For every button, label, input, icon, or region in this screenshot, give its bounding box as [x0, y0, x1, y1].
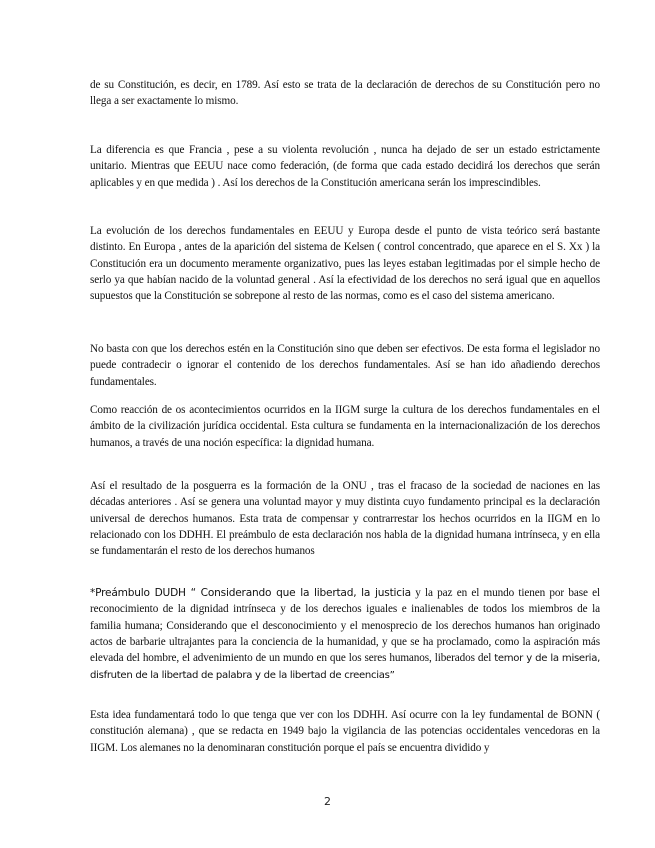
paragraph-bonn-law: Esta idea fundamentará todo lo que tenga que ver con los DDHH. Así ocurre con la ley fundamental de BONN ( constitución alemana) , que se redacta en 1949 bajo la vigilancia de las potencias occidentales vencedoras en la IIGM. Los alemanes no la denominaran constitución porque el país se encuentra dividido y: [90, 709, 600, 754]
paragraph-france-vs-usa: La diferencia es que Francia , pese a su violenta revolución , nunca ha dejado de ser un estado estrictamente unitario. Mientras que EEUU nace como federación, (de forma que cada estado decidirá los derechos que serán aplicables y en que medida ) . Así los derechos de la Constitución americana serán los imprescindibles.: [90, 144, 600, 189]
paragraph-udhr-preamble-quote: [90, 585, 600, 685]
quote-opening: *Preámbulo DUDH “ Considerando que la libertad, la justicia: [90, 587, 411, 599]
paragraph-wwii-reaction: Como reacción de os acontecimientos ocurridos en la IIGM surge la cultura de los derechos fundamentales en el ámbito de la civilización jurídica occidental. Esta cultura se fundamenta en la internacionalización de los derechos humanos, a través de una noción específica: la dignidad humana.: [90, 404, 600, 449]
paragraph-constitution-1789: de su Constitución, es decir, en 1789. Así esto se trata de la declaración de derechos de su Constitución pero no llega a ser exactamente lo mismo.: [90, 79, 600, 108]
paragraph-effective-rights: No basta con que los derechos estén en la Constitución sino que deben ser efectivos. De esta forma el legislador no puede contradecir o ignorar el contenido de los derechos fundamentales. Así se han ido añadiendo derechos fundamentales.: [90, 343, 600, 388]
quote-body: y la paz en el mundo tienen por base el reconocimiento de la dignidad intrínseca y de los derechos iguales e inalienables de todos los miembros de la familia humana; Considerando que el desconocimiento y el menosprecio de los derechos humanos han originado actos de barbarie ultrajantes para la conciencia de la humanidad, y que se ha proclamado, como la aspiración más elevada del hombre, el advenimiento de un mundo en que los seres humanos, liberados del: [90, 587, 600, 665]
paragraph-postwar-onu: Así el resultado de la posguerra es la formación de la ONU , tras el fracaso de la sociedad de naciones en las décadas anteriores . Así se genera una voluntad mayor y muy distinta cuyo fundamento principal es la declaración universal de derechos humanos. Esta trata de compensar y contrarrestar los hechos ocurridos en la IIGM en lo relacionado con los DDHH. El preámbulo de esta declaración nos habla de la dignidad humana intrínseca, y en ella se fundamentarán el resto de los derechos humanos: [90, 480, 600, 558]
quote-closing: temor y de la miseria, disfruten de la libertad de palabra y de la libertad de creencias”: [90, 653, 600, 682]
page-number: 2: [324, 795, 331, 808]
paragraph-evolution-rights: La evolución de los derechos fundamentales en EEUU y Europa desde el punto de vista teórico será bastante distinto. En Europa , antes de la aparición del sistema de Kelsen ( control concentrado, que aparece en el S. Xx ) la Constitución era un documento meramente organizativo, pues las leyes estaban legitimadas por el simple hecho de serlo ya que habían nacido de la voluntad general . Así la efectividad de los derechos no será igual que en aquellos supuestos que la Constitución se sobrepone al resto de las normas, como es el caso del sistema americano.: [90, 225, 600, 303]
